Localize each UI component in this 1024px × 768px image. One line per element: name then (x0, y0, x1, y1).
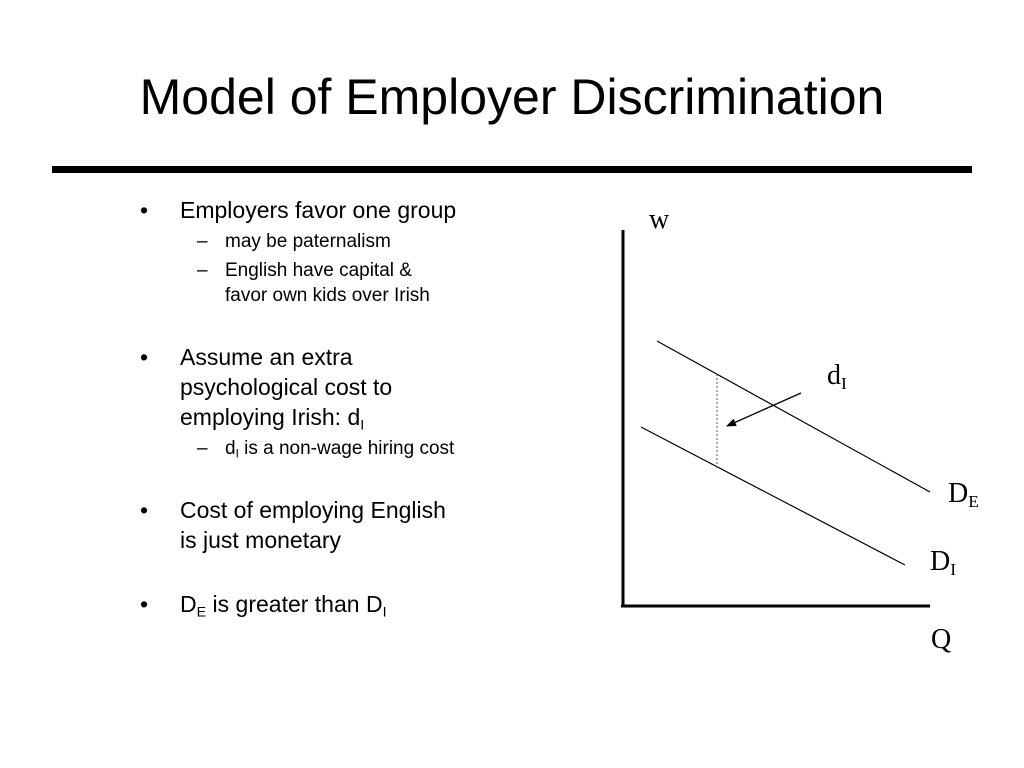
bullet-pre: D (180, 591, 197, 617)
bullet-marker: • (140, 197, 149, 223)
bullet-marker: • (140, 344, 149, 370)
x-axis-label: Q (931, 624, 952, 655)
wedge-arrow (727, 393, 801, 426)
bullet-marker: • (140, 497, 149, 523)
demand-curve-di (641, 427, 905, 565)
bullet-marker: • (140, 591, 149, 617)
sub-bullet-text-line: favor own kids over Irish (225, 285, 430, 306)
curve-label-main: D (930, 546, 951, 577)
curve-label-di (930, 546, 956, 578)
subscript: E (196, 604, 207, 621)
sub-bullet-text: is a non-wage hiring cost (238, 438, 455, 459)
bullet-mid: is greater than D (206, 591, 383, 617)
wedge-label-sub: I (841, 374, 847, 394)
wedge-label (827, 360, 847, 392)
demand-curve-de (657, 341, 930, 492)
wedge-label-main: d (827, 360, 841, 391)
y-axis-label: w (649, 204, 670, 235)
subscript: I (382, 604, 387, 621)
dash-marker: – (197, 231, 208, 252)
bullet-text-line: psychological cost to (180, 374, 393, 400)
bullet-text-line: is just monetary (180, 527, 342, 553)
bullet-text: Employers favor one group (180, 197, 457, 223)
sub-bullet-text-line: English have capital & (225, 260, 412, 281)
curve-label-sub: E (968, 492, 979, 512)
bullet-text-line: Cost of employing English (180, 497, 446, 523)
subscript: I (360, 417, 365, 434)
bullet-text-line: Assume an extra (180, 344, 353, 370)
sub-bullet-pre: d (225, 438, 236, 459)
sub-bullet-text: may be paternalism (225, 231, 391, 252)
bullet-text-line: employing Irish: d (180, 404, 361, 430)
dash-marker: – (197, 260, 208, 281)
curve-label-de (948, 478, 979, 510)
subscript: I (235, 447, 239, 461)
curve-label-main: D (948, 478, 969, 509)
slide-title: Model of Employer Discrimination (139, 69, 885, 125)
curve-label-sub: I (950, 560, 957, 580)
dash-marker: – (197, 438, 208, 459)
